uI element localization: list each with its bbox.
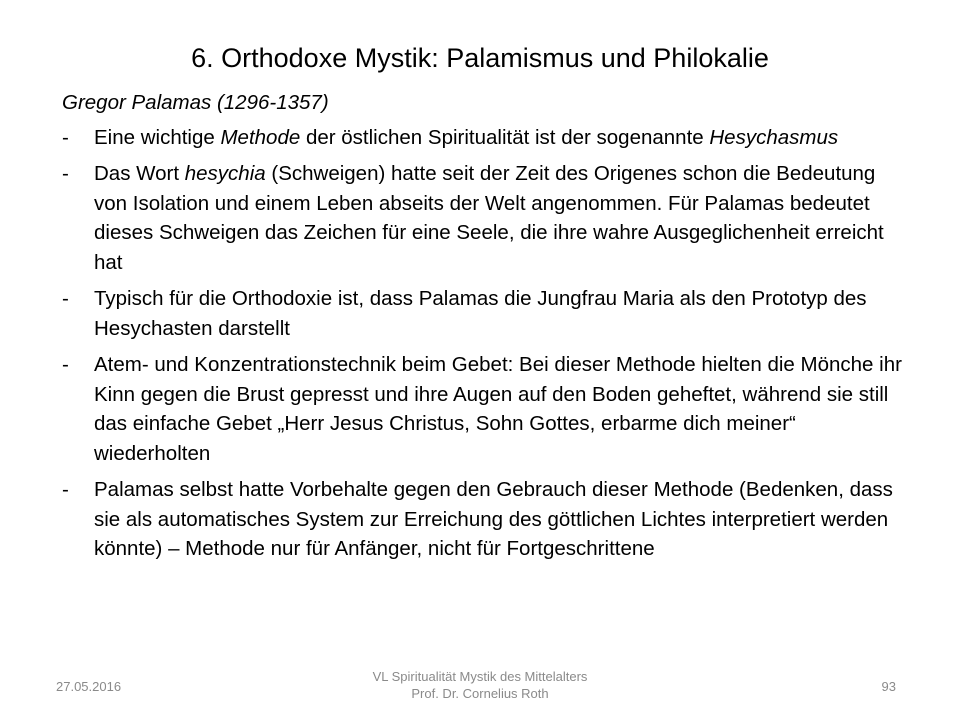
bullet-item — [62, 159, 914, 277]
footer-course: VL Spiritualität Mystik des Mittelalters — [372, 669, 588, 684]
slide-title: 6. Orthodoxe Mystik: Palamismus und Philokalie — [191, 43, 769, 73]
bullet-text: (Schweigen) hatte seit der Zeit des Origenes schon die Bedeutung von Isolation und einem Leben abseits der Welt angenommen. Für Palamas bedeutet dieses Schweigen das Zeichen für eine Seele, die ihre wahre Ausgeglichenheit erreicht hat — [94, 162, 884, 274]
bullet-emphasis: hesychia — [184, 162, 266, 185]
bullet-text: Eine wichtige — [94, 125, 221, 149]
bullet-item — [62, 350, 914, 468]
bullet-text: Das Wort — [94, 162, 185, 185]
slide-subtitle: Gregor Palamas (1296-1357) — [62, 91, 329, 114]
bullet-list — [62, 123, 914, 564]
footer-date: 27.05.2016 — [56, 679, 122, 694]
footer-lecturer: Prof. Dr. Cornelius Roth — [411, 686, 549, 701]
bullet-dash: - — [62, 478, 69, 501]
bullet-text: Atem- und Konzentrationstechnik beim Gebet: Bei dieser Methode hielten die Mönche ihr Kinn gegen die Brust gepresst und ihre Augen auf den Boden geheftet, während sie still das einfache Gebet „Herr Jesus Christus, Sohn Gottes, erbarme dich meiner“ wiederholten — [94, 353, 902, 465]
footer-page-number: 93 — [881, 679, 896, 694]
bullet-dash: - — [62, 125, 69, 149]
footer-course-info — [300, 668, 660, 702]
slide-content — [62, 88, 914, 571]
bullet-dash: - — [62, 353, 69, 376]
bullet-text: Typisch für die Orthodoxie ist, dass Palamas die Jungfrau Maria als den Prototyp des Hesychasten darstellt — [94, 287, 867, 340]
bullet-emphasis: Methode — [220, 125, 301, 149]
bullet-dash: - — [62, 287, 69, 310]
bullet-item — [62, 475, 914, 564]
bullet-text: Palamas selbst hatte Vorbehalte gegen den Gebrauch dieser Methode (Bedenken, dass sie als automatisches System zur Erreichung des göttlichen Lichtes interpretiert werden könnte) – Methode nur für Anfänger, nicht für Fortgeschrittene — [94, 478, 893, 560]
bullet-item — [62, 123, 914, 153]
bullet-dash: - — [62, 162, 69, 185]
bullet-item — [62, 284, 914, 343]
bullet-text: der östlichen Spiritualität ist der sogenannte — [300, 125, 710, 149]
bullet-emphasis: Hesychasmus — [709, 125, 839, 149]
